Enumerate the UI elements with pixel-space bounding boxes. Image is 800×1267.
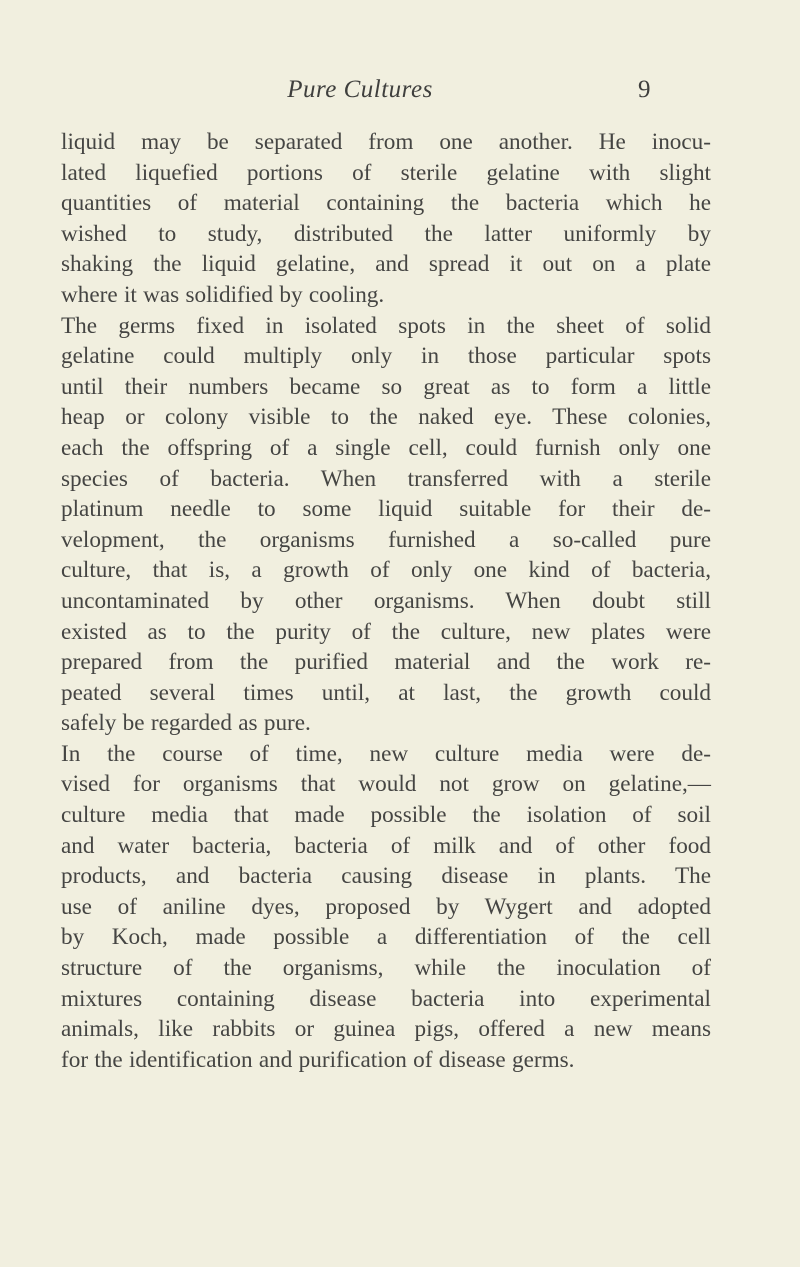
text-line: In the course of time, new culture media were de- [61, 740, 711, 767]
text-line: species of bacteria. When transferred with a sterile [61, 465, 711, 492]
text-line: The germs fixed in isolated spots in the sheet of solid [61, 312, 711, 339]
text-line: each the offspring of a single cell, could furnish only one [61, 434, 711, 461]
text-line: heap or colony visible to the naked eye. These colonies, [61, 404, 711, 431]
text-line: shaking the liquid gelatine, and spread it out on a plate [61, 251, 711, 278]
text-line: animals, like rabbits or guinea pigs, offered a new means [61, 1016, 711, 1043]
text-line: culture, that is, a growth of only one kind of bacteria, [61, 557, 711, 584]
text-line: mixtures containing disease bacteria into experimental [61, 985, 711, 1012]
text-line: by Koch, made possible a differentiation of the cell [61, 924, 711, 951]
text-line: vised for organisms that would not grow on gelatine,— [61, 771, 711, 798]
text-line: quantities of material containing the bacteria which he [61, 190, 711, 217]
running-title: Pure Cultures [287, 76, 433, 103]
text-line: products, and bacteria causing disease in plants. The [61, 863, 711, 890]
body-text [61, 127, 711, 1075]
text-line: peated several times until, at last, the growth could [61, 679, 711, 706]
text-line: wished to study, distributed the latter uniformly by [61, 220, 711, 247]
text-line: velopment, the organisms furnished a so-called pure [61, 526, 711, 553]
text-line: use of aniline dyes, proposed by Wygert and adopted [61, 893, 711, 920]
text-line: structure of the organisms, while the inoculation of [61, 955, 711, 982]
text-line: uncontaminated by other organisms. When doubt still [61, 587, 711, 614]
text-line: lated liquefied portions of sterile gelatine with slight [61, 159, 711, 186]
text-line: prepared from the purified material and the work re- [61, 649, 711, 676]
page-number: 9 [638, 76, 651, 103]
text-line: existed as to the purity of the culture, new plates were [61, 618, 711, 645]
text-line: and water bacteria, bacteria of milk and of other food [61, 832, 711, 859]
text-line: platinum needle to some liquid suitable for their de- [61, 496, 711, 523]
text-line: culture media that made possible the isolation of soil [61, 802, 711, 829]
running-head [0, 76, 800, 116]
text-line: liquid may be separated from one another. He inocu- [61, 129, 711, 155]
text-line: where it was solidified by cooling. [61, 281, 385, 308]
text-line: gelatine could multiply only in those particular spots [61, 343, 711, 370]
text-line: safely be regarded as pure. [61, 710, 311, 737]
text-line: for the identification and purification of disease germs. [61, 1046, 575, 1073]
text-line: until their numbers became so great as to form a little [61, 373, 711, 400]
